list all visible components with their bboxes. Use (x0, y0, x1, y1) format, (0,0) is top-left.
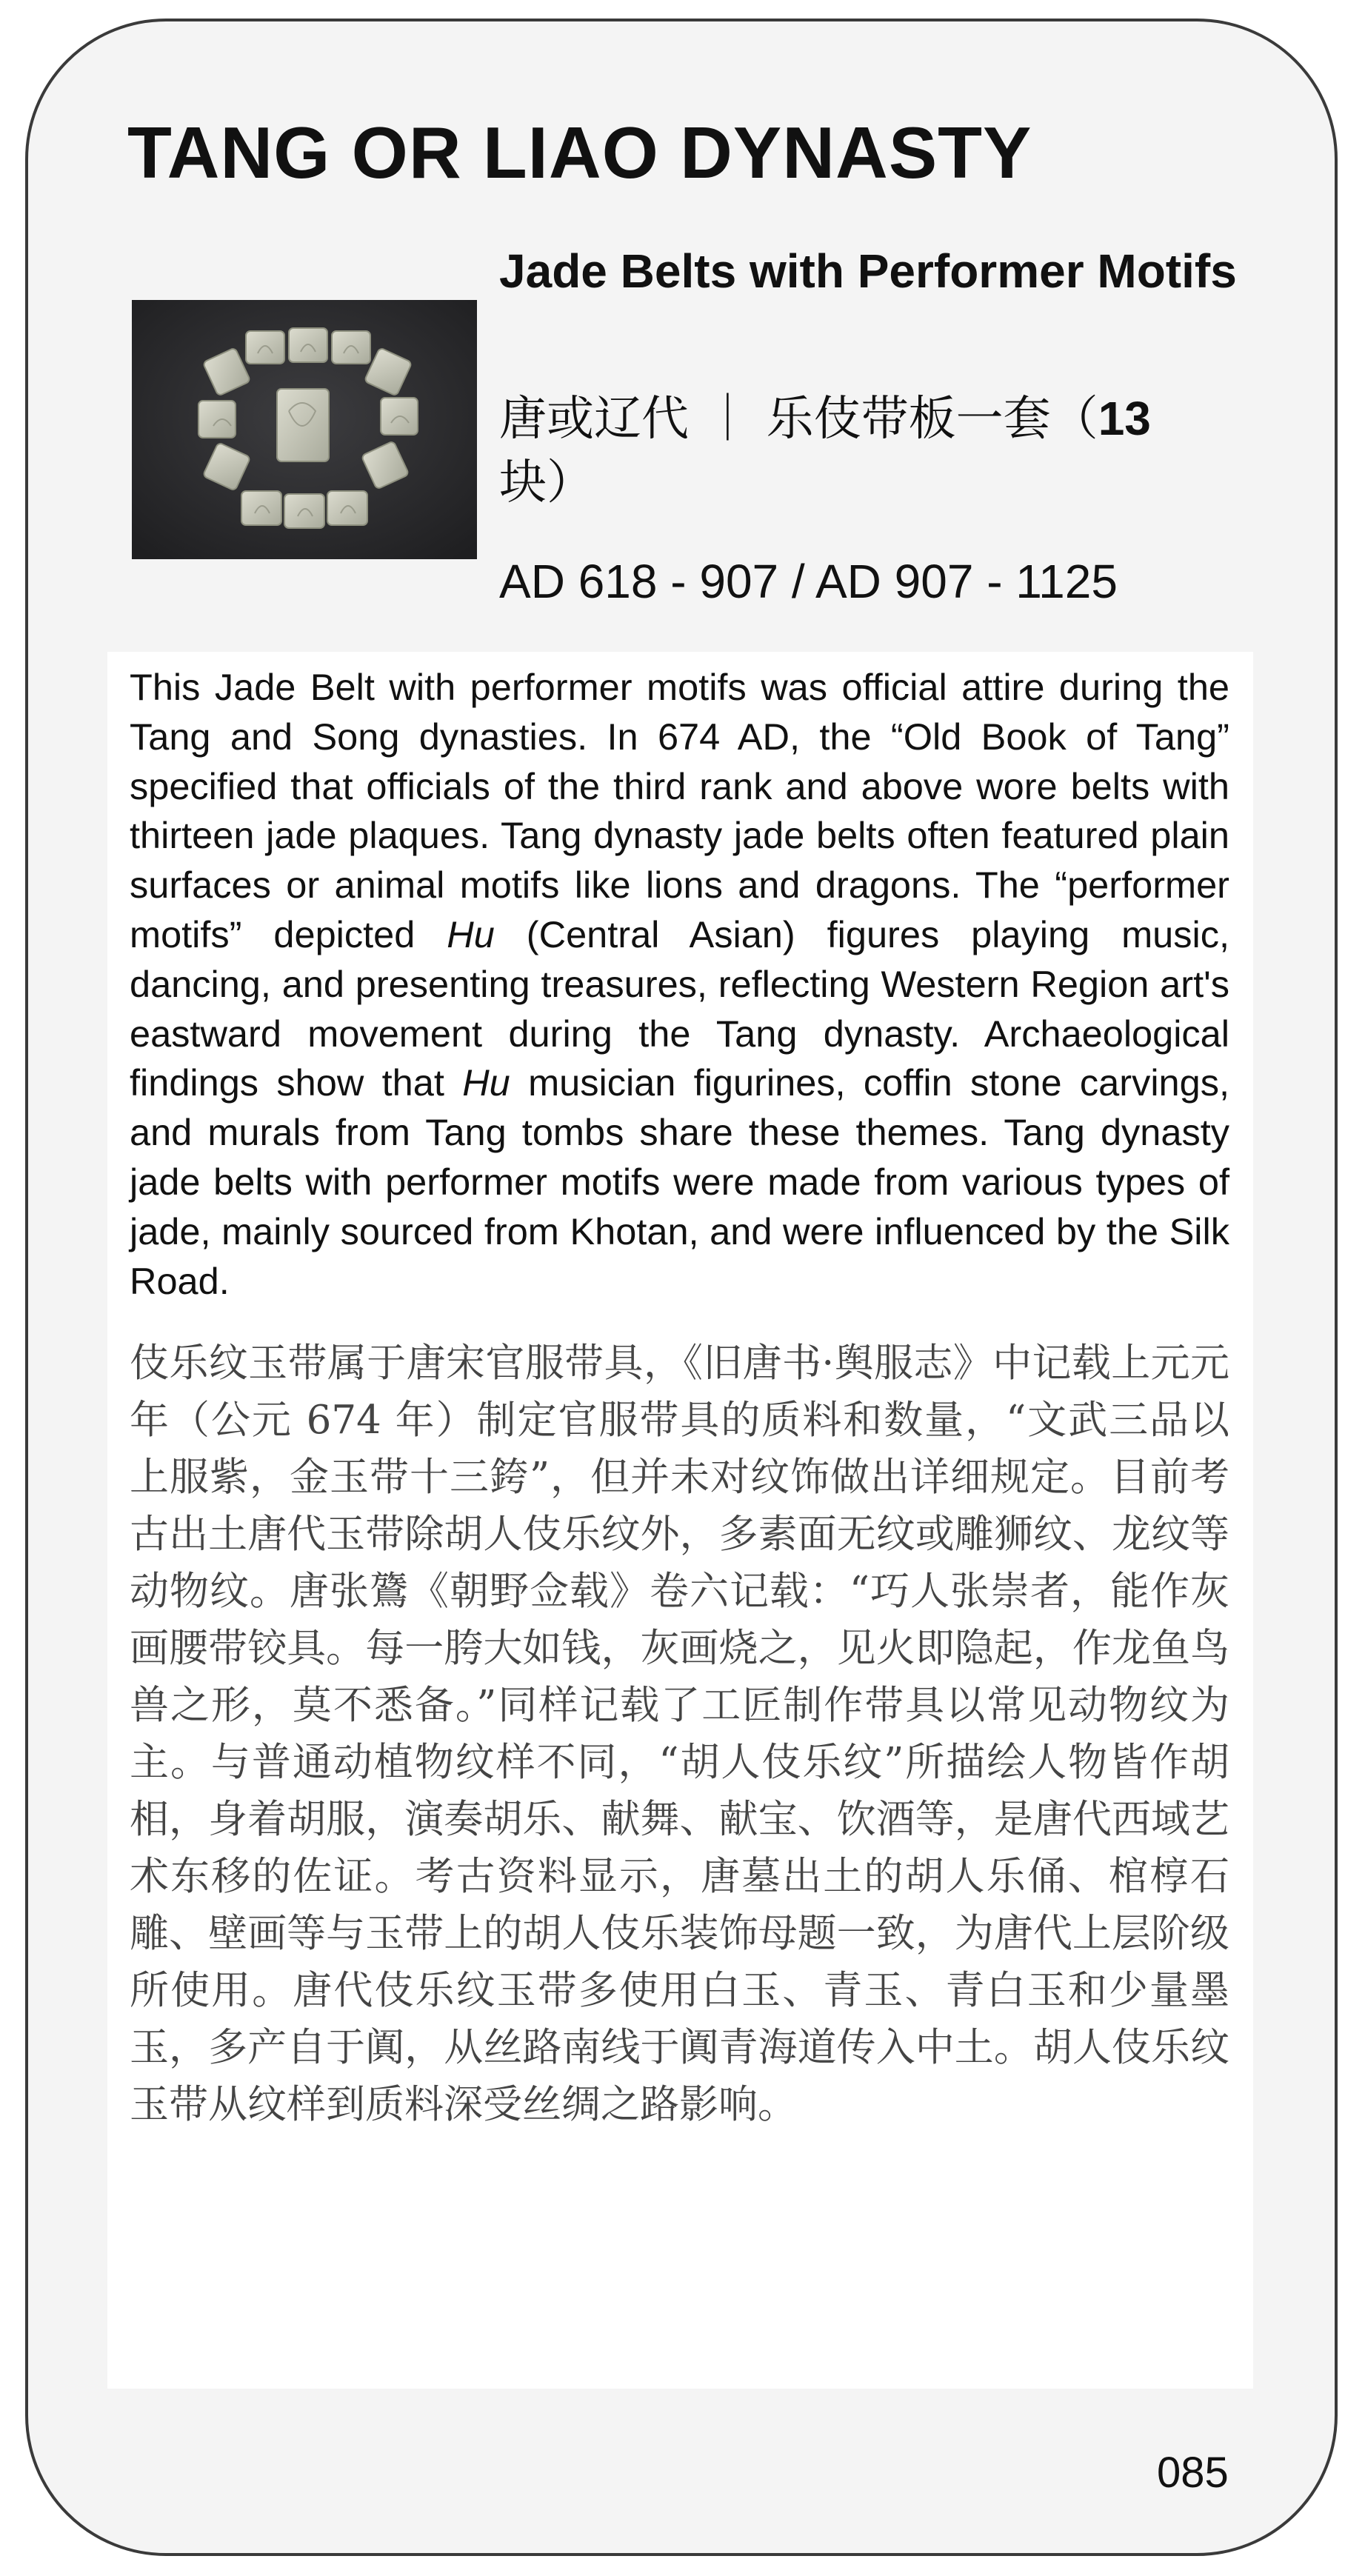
description-cn: 伎乐纹玉带属于唐宋官服带具，《旧唐书·舆服志》中记载上元元年（公元 674 年）制定官服带具的质料和数量，“文武三品以上服紫，金玉带十三銙”，但并未对纹饰做出详细规定。目前考古出土唐代玉带除胡人伎乐纹外，多素面无纹或雕狮纹、龙纹等动物纹。唐张鷟《朝野佥载》卷六记载：“巧人张崇者，能作灰画腰带铰具。每一胯大如钱，灰画烧之，见火即隐起，作龙鱼鸟兽之形，莫不悉备。”同样记载了工匠制作带具以常见动物纹为主。与普通动植物纹样不同，“胡人伎乐纹”所描绘人物皆作胡相，身着胡服，演奏胡乐、献舞、献宝、饮酒等，是唐代西域艺术东移的佐证。考古资料显示，唐墓出土的胡人乐俑、棺椁石雕、壁画等与玉带上的胡人伎乐装饰母题一致，为唐代上层阶级所使用。唐代伎乐纹玉带多使用白玉、青玉、青白玉和少量墨玉，多产自于阗，从丝路南线于阗青海道传入中土。胡人伎乐纹玉带从纹样到质料深受丝绸之路影响。 (130, 1341, 1229, 2127)
description-en-part1: This Jade Belt with performer motifs was official attire during the Tang and Song dynasties. In 674 AD, the “Old Book of Tang” specified that officials of the third rank and above wore belts with thirteen jade plaques. Tang dynasty jade belts often featured plain surfaces or animal motifs like lions and dragons. The “performer motifs” depicted (130, 666, 1229, 955)
object-title-cn-unit: 块） (499, 456, 594, 510)
object-title-cn-count: 13 (1098, 392, 1151, 445)
description-en-part2: (Central Asian) figures playing music, dancing, and presenting treasures, reflecting Western Region art's eastward movement during the Tang dynasty. Archaeological findings show that (130, 912, 1229, 1104)
description-en (130, 663, 1229, 1306)
description-en-hu-2: Hu (462, 1061, 510, 1104)
object-title-cn (499, 387, 1240, 515)
object-dates: AD 618 - 907 / AD 907 - 1125 (499, 555, 1118, 608)
description-en-part3: musician figurines, coffin stone carvings, and murals from Tang tombs share these themes. Tang dynasty jade belts with performer motifs were made from various types of jade, mainly sourced from Khotan, and were influenced by the Silk Road. (130, 1061, 1229, 1302)
jade-belt-photo (132, 300, 477, 559)
object-title-cn-text: 唐或辽代 ｜ 乐伎带板一套（ (499, 392, 1098, 447)
object-title-en: Jade Belts with Performer Motifs (499, 244, 1237, 298)
page-number: 085 (1157, 2449, 1229, 2497)
jade-plaques-illustration (132, 300, 477, 559)
dynasty-title: TANG OR LIAO DYNASTY (127, 112, 1032, 193)
description-en-hu-1: Hu (447, 912, 495, 955)
